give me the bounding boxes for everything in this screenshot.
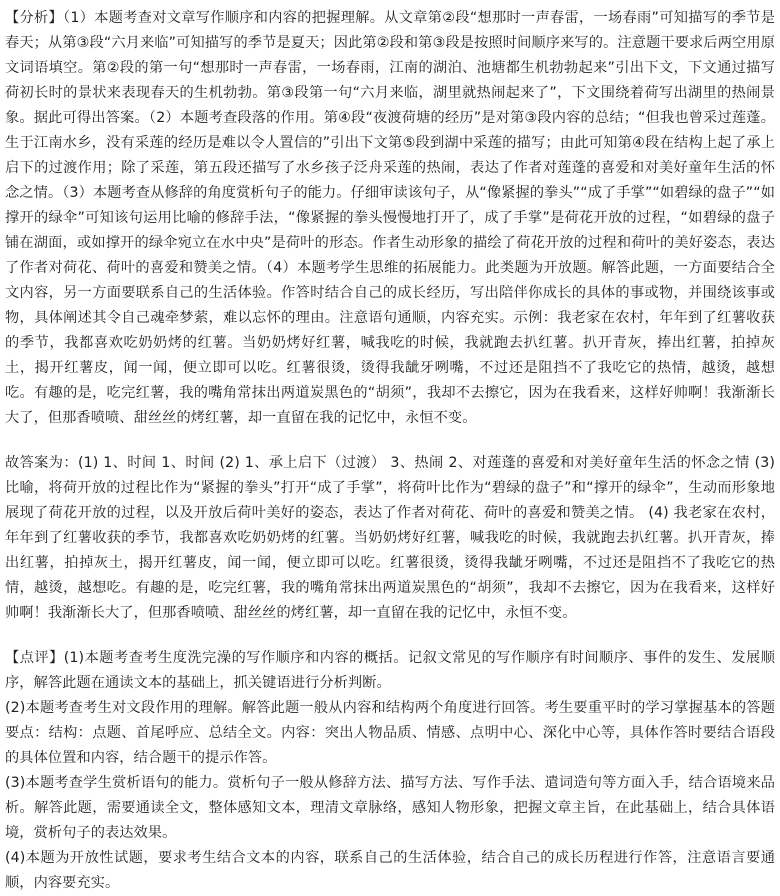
- comment-line-1: 【点评】(1)本题考查考生度洗完澡的写作顺序和内容的概括。记叙文常见的写作顺序有时间顺序、事件的发生、发展顺序，解答此题在通读文本的基础上，抓关键语进行分析判断。: [5, 650, 776, 691]
- comment-line-3: (3)本题考查学生赏析语句的能力。赏析句子一般从修辞方法、描写方法、写作手法、遣词造句等方面入手，结合语境来品析。解答此题，需要通读全文，整体感知文本，理清文章脉络，感知人物形象，把握文章主旨，在此基础上，结合具体语境，赏析句子的表达效果。: [5, 775, 775, 841]
- comment-line-2: (2)本题考查考生对文段作用的理解。解答此题一般从内容和结构两个角度进行回答。考生要重平时的学习掌握基本的答题要点：结构：点题、首尾呼应、总结全文。内容：突出人物品质、情感、点明中心、深化中心等，具体作答时要结合语段的具体位置和内容，结合题干的提示作答。: [5, 700, 775, 766]
- comment-section: [5, 646, 775, 896]
- section-spacer: [5, 626, 775, 646]
- answer-paragraph: 故答案为：(1) 1、时间 1、时间 (2) 1、承上启下（过渡） 3、热闹 2、对莲蓬的喜爱和对美好童年生活的怀念之情 (3) 比喻，将荷开放的过程比作为“紧握的拳头”打开“成了手掌”，将荷叶比作为“碧绿的盘子”和“撑开的绿伞”，生动而形象地展现了荷花开放的过程，以及开放后荷叶美好的姿态，表达了作者对荷花、荷叶的喜爱和赞美之情。 (4) 我老家在农村，年年到了红薯收获的季节，我都喜欢吃奶奶烤的红薯。当奶奶烤好红薯，喊我吃的时候，我就跑去扒红薯。扒开青灰，捧出红薯，拍掉灰土，揭开红薯皮，闻一闻，便立即可以吃。红薯很烫，烫得我龇牙咧嘴，不过还是阻挡不了我吃它的热情，越烫，越想吃。有趣的是，吃完红薯，我的嘴角常抹出两道炭黑色的“胡须”，我却不去擦它，因为在我看来，这样好帅啊！我渐渐长大了，但那香喷喷、甜丝丝的烤红薯，却一直留在我的记忆中，永恒不变。: [5, 455, 775, 621]
- section-spacer: [5, 431, 775, 451]
- comment-line-4: (4)本题为开放性试题，要求考生结合文本的内容，联系自己的生活体验，结合自己的成长历程进行作答，注意语言要通顺，内容要充实。: [5, 850, 775, 891]
- analysis-paragraph: 【分析】（1）本题考查对文章写作顺序和内容的把握理解。从文章第②段“想那时一声春雷，一场春雨”可知描写的季节是春天；从第③段“六月来临”可知描写的季节是夏天；因此第②段和第③段是按照时间顺序来写的。注意题干要求后两空用原文词语填空。第②段的第一句“想那时一声春雷，一场春雨，江南的湖泊、池塘都生机勃勃起来”引出下文，下文通过描写荷初长时的景状来表现春天的生机勃勃。第③段第一句“六月来临，湖里就热闹起来了”，下文围绕着荷写出湖里的热闹景象。据此可得出答案。（2）本题考查段落的作用。第④段“夜渡荷塘的经历”是对第③段内容的总结；“但我也曾采过莲蓬。生于江南水乡，没有采莲的经历是难以令人置信的”引出下文第⑤段到湖中采莲的描写；由此可知第④段在结构上起了承上启下的过渡作用；除了采莲，第五段还描写了水乡孩子泛舟采莲的热闹，表达了作者对莲蓬的喜爱和对美好童年生活的怀念之情。（3）本题考查从修辞的角度赏析句子的能力。仔细审读该句子，从“像紧握的拳头”“成了手掌”“如碧绿的盘子”“如撑开的绿伞”可知该句运用比喻的修辞手法，“像紧握的拳头慢慢地打开了，成了手掌”是荷花开放的过程，“如碧绿的盘子铺在湖面，或如撑开的绿伞宛立在水中央”是荷叶的形态。作者生动形象的描绘了荷花开放的过程和荷叶的美好姿态，表达了作者对荷花、荷叶的喜爱和赞美之情。（4）本题考学生思维的拓展能力。此类题为开放题。解答此题，一方面要结合全文内容，另一方面要联系自己的生活体验。作答时结合自己的成长经历，写出陪伴你成长的具体的事或物，并围绕该事或物，具体阐述其令自己魂牵梦萦，难以忘怀的理由。注意语句通顺，内容充实。示例：我老家在农村，年年到了红薯收获的季节，我都喜欢吃奶奶烤的红薯。当奶奶烤好红薯，喊我吃的时候，我就跑去扒红薯。扒开青灰，捧出红薯，拍掉灰土，揭开红薯皮，闻一闻，便立即可以吃。红薯很烫，烫得我龇牙咧嘴，不过还是阻挡不了我吃它的热情，越烫，越想吃。有趣的是，吃完红薯，我的嘴角常抹出两道炭黑色的“胡须”，我却不去擦它，因为在我看来，这样好帅啊！我渐渐长大了，但那香喷喷、甜丝丝的烤红薯，却一直留在我的记忆中，永恒不变。: [5, 10, 775, 426]
